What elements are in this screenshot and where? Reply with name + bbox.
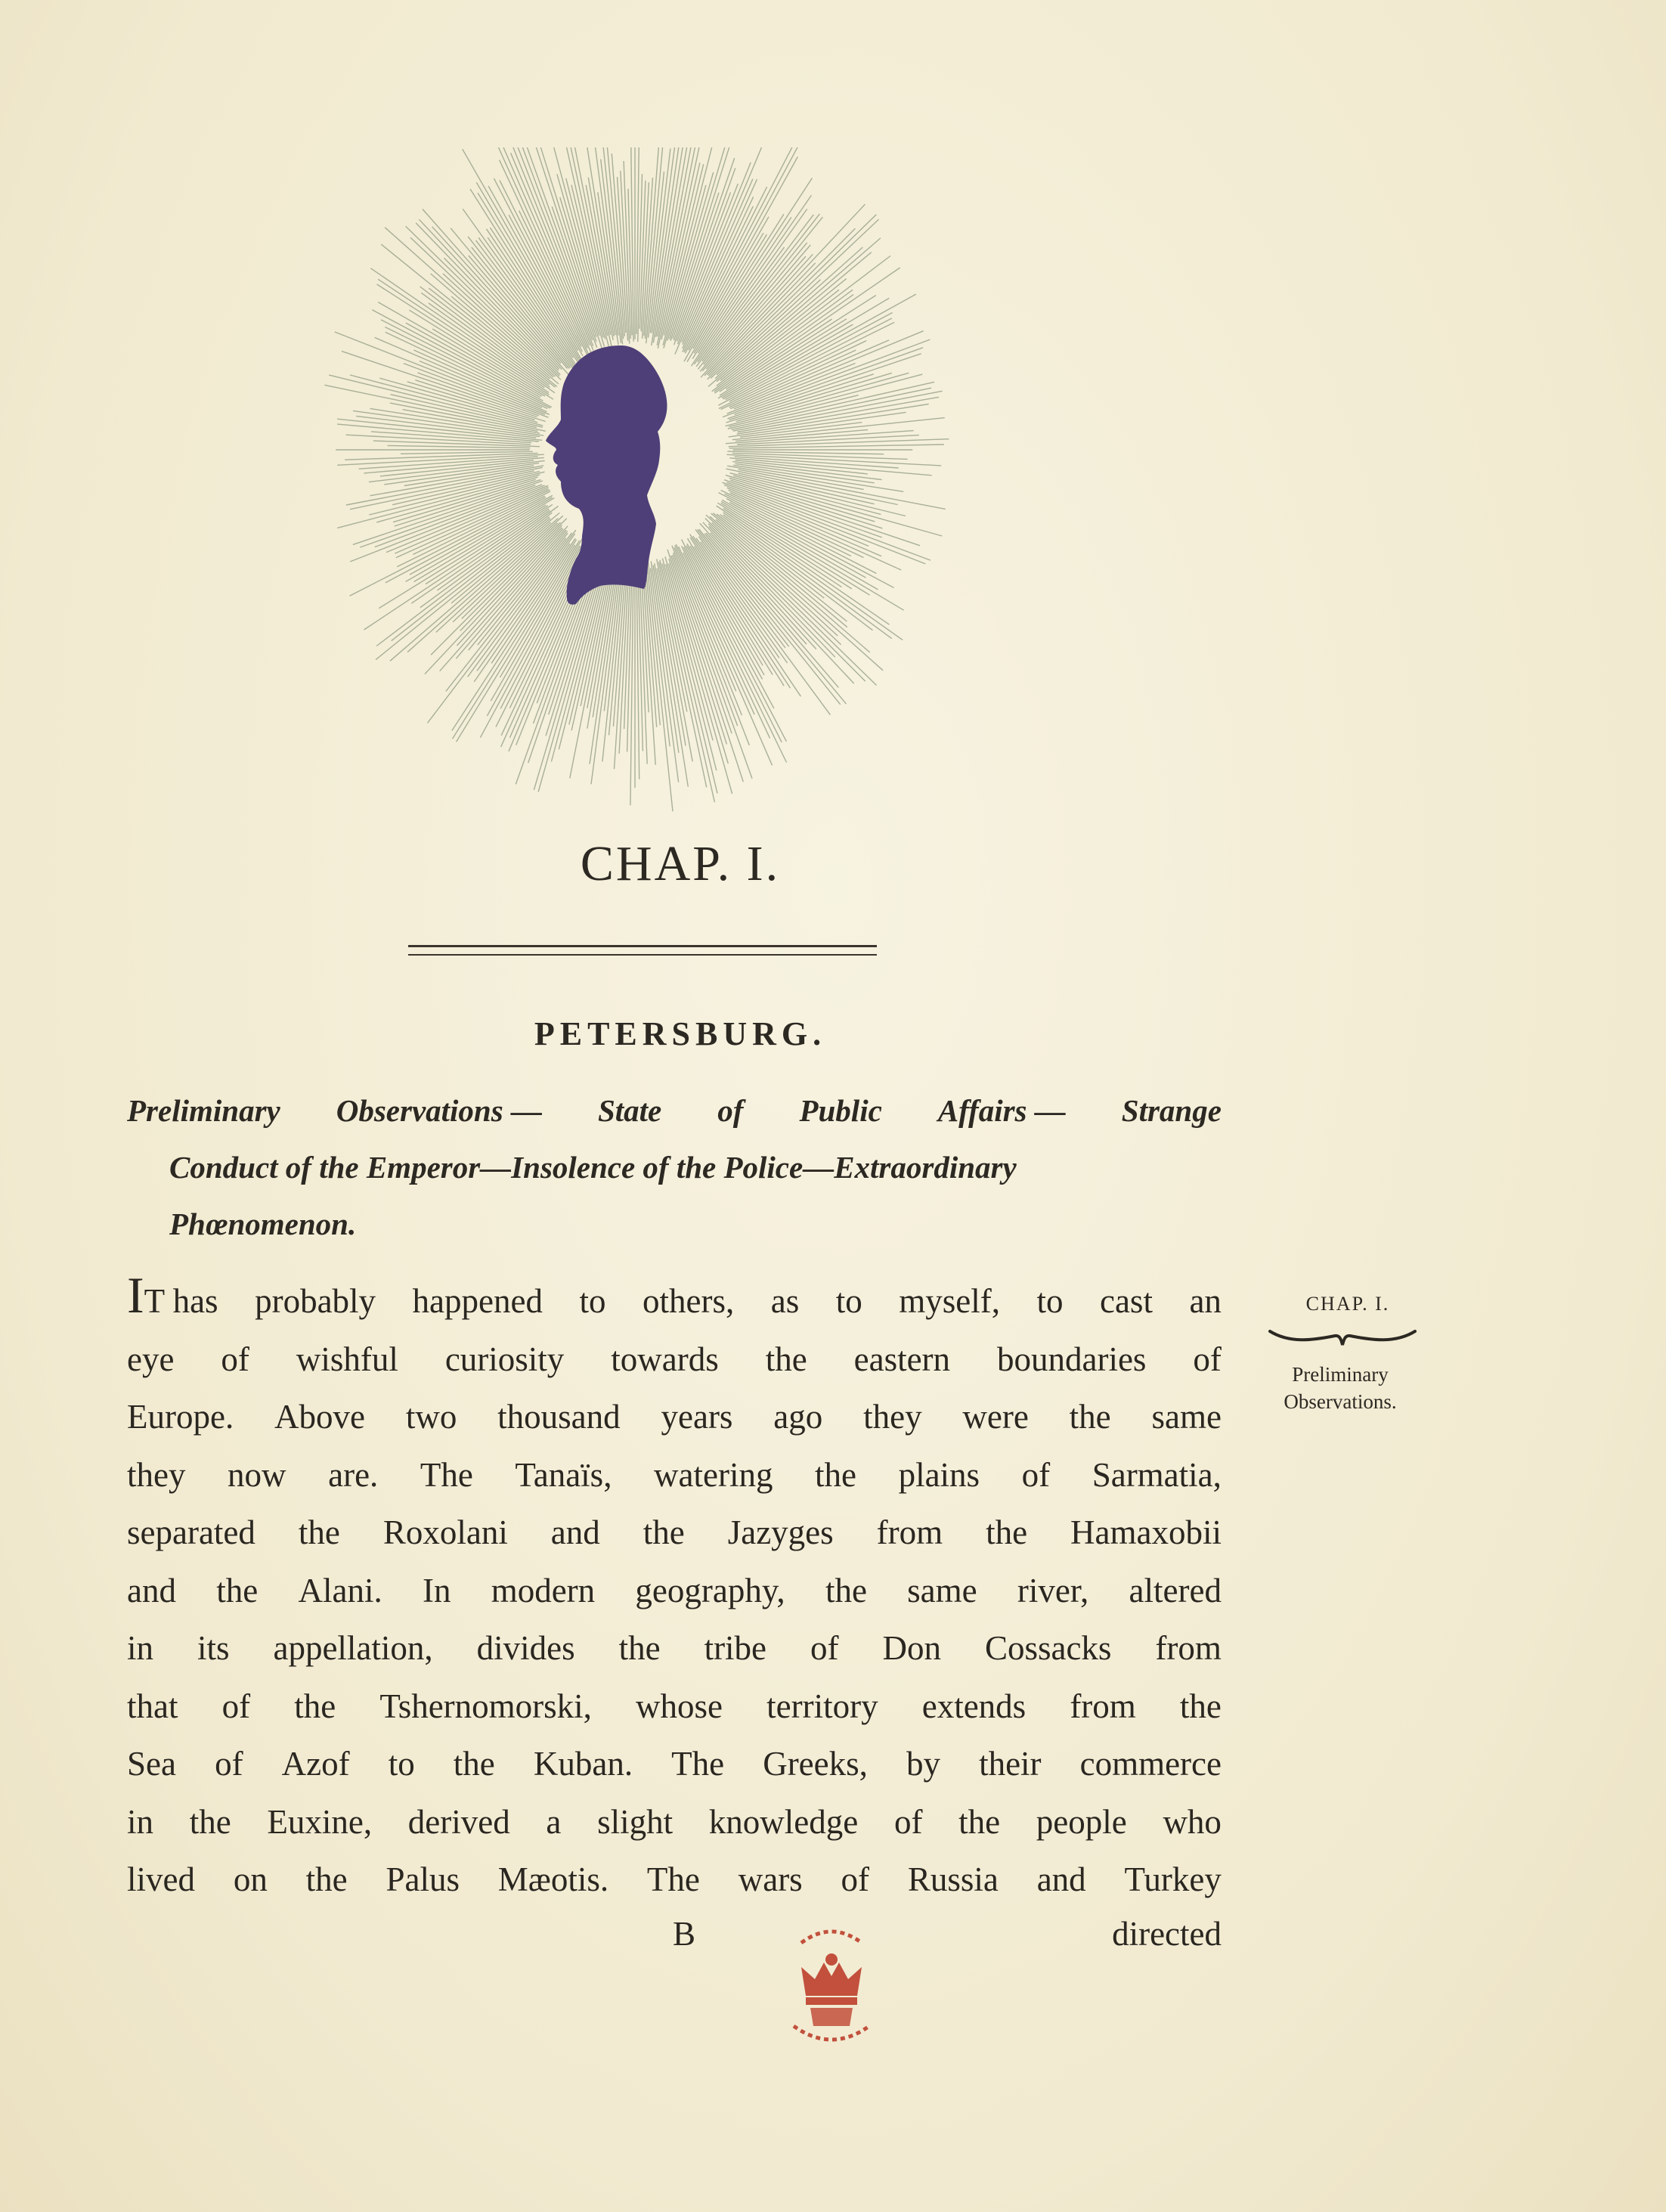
word: in <box>127 1629 154 1667</box>
word: boundaries <box>997 1340 1147 1378</box>
word: the <box>298 1513 340 1551</box>
word: the <box>958 1802 1001 1841</box>
page-footer-line <box>127 1905 1222 1963</box>
word: The <box>646 1860 700 1898</box>
synopsis-word: Strange <box>1121 1093 1222 1128</box>
word: of <box>810 1629 839 1667</box>
text-line <box>127 1266 1222 1331</box>
word: Euxine, <box>267 1802 373 1841</box>
word: Azof <box>281 1745 350 1783</box>
word: years <box>661 1398 733 1436</box>
word: by <box>906 1745 940 1783</box>
word: Hamaxobii <box>1070 1513 1222 1551</box>
text-line <box>127 1851 1222 1909</box>
word: geography, <box>635 1571 785 1609</box>
word: now <box>228 1455 286 1494</box>
word: and <box>127 1571 176 1609</box>
word: the <box>1069 1398 1111 1436</box>
word: the <box>825 1571 867 1609</box>
word: and <box>550 1513 600 1551</box>
synopsis-line <box>127 1083 1222 1139</box>
text-line <box>127 1562 1222 1620</box>
first-word <box>127 1266 218 1331</box>
text-line <box>127 1793 1222 1851</box>
margin-chapter-label: CHAP. I. <box>1305 1293 1390 1315</box>
word: Cossacks <box>984 1629 1112 1667</box>
synopsis-word: of <box>717 1093 744 1128</box>
word: Alani. <box>298 1571 382 1609</box>
word: wars <box>738 1860 803 1898</box>
word: of <box>1193 1340 1222 1378</box>
word: the <box>216 1571 259 1609</box>
chapter-heading: CHAP. I. <box>580 836 781 891</box>
word: extends <box>921 1687 1027 1725</box>
chapter-synopsis <box>127 1083 1222 1253</box>
word: their <box>979 1745 1042 1783</box>
word: Tshernomorski, <box>379 1687 592 1725</box>
word: to <box>388 1745 415 1783</box>
word: wishful <box>296 1340 398 1378</box>
word: ago <box>773 1398 823 1436</box>
word: as <box>770 1282 800 1320</box>
word: its <box>197 1629 230 1667</box>
word: thousand <box>497 1398 621 1436</box>
word: cast <box>1099 1282 1153 1320</box>
word: to <box>579 1282 606 1320</box>
word: Mæotis. <box>497 1860 609 1898</box>
synopsis-word: State <box>597 1093 662 1128</box>
word: The <box>420 1455 473 1494</box>
word: Palus <box>386 1860 460 1898</box>
word: Sea <box>127 1745 176 1783</box>
word: from <box>1155 1629 1222 1667</box>
library-stamp <box>771 1913 892 2049</box>
word: lived <box>127 1860 195 1898</box>
word: Turkey <box>1124 1860 1222 1898</box>
word: in <box>127 1802 154 1841</box>
word: on <box>233 1860 268 1898</box>
word: of <box>1021 1455 1051 1494</box>
heading-rule <box>408 945 877 947</box>
word: slight <box>597 1802 674 1841</box>
synopsis-line: Conduct of the Emperor—Insolence of the Police—Extraordinary <box>169 1150 1017 1185</box>
word: Don <box>882 1629 941 1667</box>
word: appellation, <box>273 1629 433 1667</box>
text-line <box>127 1619 1222 1678</box>
word: and <box>1036 1860 1086 1898</box>
word: they <box>127 1455 186 1494</box>
word: separated <box>127 1513 255 1551</box>
word: others, <box>642 1282 735 1320</box>
place-heading: PETERSBURG. <box>534 1015 827 1052</box>
word: same <box>1151 1398 1222 1436</box>
body-paragraph <box>127 1266 1222 1909</box>
text-line <box>127 1446 1222 1504</box>
text-line <box>127 1388 1222 1446</box>
word: eye <box>127 1340 175 1378</box>
word: whose <box>636 1687 723 1725</box>
word: to <box>835 1282 862 1320</box>
drop-cap: I <box>127 1266 144 1324</box>
word: were <box>962 1398 1029 1436</box>
margin-brace <box>1267 1327 1418 1354</box>
synopsis-word: Preliminary <box>127 1093 280 1128</box>
word: plains <box>898 1455 980 1494</box>
word: altered <box>1129 1571 1222 1609</box>
word: the <box>643 1513 685 1551</box>
word: myself, <box>899 1282 1000 1320</box>
margin-note-line: Observations. <box>1284 1390 1397 1413</box>
text-line <box>127 1678 1222 1736</box>
word: knowledge <box>708 1802 859 1841</box>
silhouette-portrait-vignette <box>280 147 990 858</box>
signature-mark: B <box>673 1915 696 1953</box>
word: Kuban. <box>533 1745 633 1783</box>
word: the <box>453 1745 495 1783</box>
word: In <box>422 1571 451 1609</box>
word: probably <box>255 1282 376 1320</box>
word: T has <box>144 1282 218 1320</box>
word: are. <box>328 1455 379 1494</box>
word: the <box>986 1513 1028 1551</box>
word: Jazyges <box>727 1513 834 1551</box>
synopsis-word: Public <box>799 1093 882 1128</box>
word: the <box>189 1802 231 1841</box>
word: The <box>671 1745 725 1783</box>
word: curiosity <box>444 1340 565 1378</box>
word: the <box>618 1629 661 1667</box>
text-line <box>127 1331 1222 1389</box>
word: they <box>863 1398 922 1436</box>
synopsis-line: Phœnomenon. <box>169 1207 357 1241</box>
word: tribe <box>704 1629 767 1667</box>
word: Greeks, <box>763 1745 868 1783</box>
text-line <box>127 1735 1222 1793</box>
word: to <box>1036 1282 1064 1320</box>
word: the <box>815 1455 856 1494</box>
word: the <box>765 1340 807 1378</box>
word: happened <box>412 1282 543 1320</box>
word: of <box>841 1860 870 1898</box>
word: that <box>127 1687 178 1725</box>
word: the <box>305 1860 348 1898</box>
word: eastern <box>853 1340 951 1378</box>
word: Roxolani <box>382 1513 508 1551</box>
word: river, <box>1017 1571 1089 1609</box>
catchword: directed <box>1112 1915 1222 1953</box>
word: of <box>893 1802 923 1841</box>
word: a <box>546 1802 562 1841</box>
word: territory <box>766 1687 878 1725</box>
word: divides <box>476 1629 575 1667</box>
word: of <box>221 1687 251 1725</box>
word: commerce <box>1079 1745 1222 1783</box>
word: Europe. <box>127 1398 234 1436</box>
word: Sarmatia, <box>1092 1455 1222 1494</box>
margin-note-line: Preliminary <box>1292 1363 1389 1386</box>
word: who <box>1163 1802 1222 1841</box>
synopsis-word: Affairs — <box>937 1093 1066 1128</box>
word: two <box>405 1398 457 1436</box>
margin-note <box>1261 1361 1420 1415</box>
word: an <box>1189 1282 1222 1320</box>
word: from <box>876 1513 943 1551</box>
text-line <box>127 1504 1222 1562</box>
word: of <box>215 1745 243 1783</box>
synopsis-word: Observations — <box>336 1093 542 1128</box>
word: the <box>1179 1687 1222 1725</box>
heading-rule-thin <box>408 954 877 956</box>
word: towards <box>611 1340 719 1378</box>
word: Above <box>274 1398 366 1436</box>
word: modern <box>491 1571 596 1609</box>
word: the <box>294 1687 336 1725</box>
word: Tanaïs, <box>515 1455 612 1494</box>
word: of <box>221 1340 249 1378</box>
word: Russia <box>907 1860 999 1898</box>
word: derived <box>407 1802 510 1841</box>
word: people <box>1036 1802 1127 1841</box>
word: watering <box>654 1455 773 1494</box>
word: same <box>907 1571 977 1609</box>
word: from <box>1070 1687 1136 1725</box>
